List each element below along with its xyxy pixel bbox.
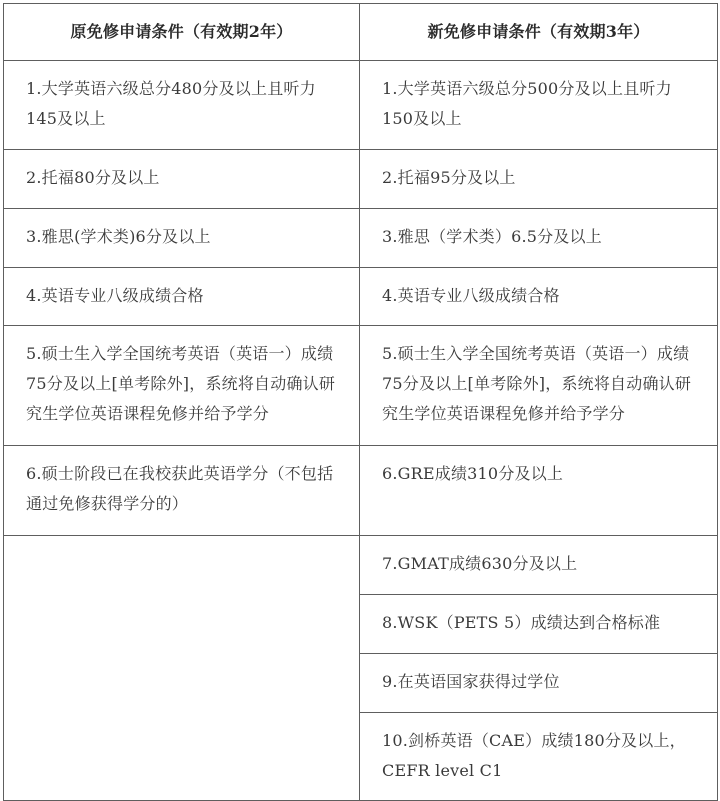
new-conditions-header: 新免修申请条件（有效期3年） xyxy=(360,4,718,61)
new-condition-10: 10.剑桥英语（CAE）成绩180分及以上，CEFR level C1 xyxy=(382,731,686,780)
new-condition-cell xyxy=(360,446,718,536)
new-condition-3: 3.雅思（学术类）6.5分及以上 xyxy=(382,227,602,246)
new-condition-2: 2.托福95分及以上 xyxy=(382,168,516,187)
old-condition-cell xyxy=(4,446,360,536)
old-condition-cell xyxy=(4,61,360,150)
old-condition-6: 6.硕士阶段已在我校获此英语学分（不包括通过免修获得学分的） xyxy=(26,464,334,513)
new-condition-cell xyxy=(360,209,718,268)
new-condition-cell xyxy=(360,61,718,150)
new-condition-1: 1.大学英语六级总分500分及以上且听力150及以上 xyxy=(382,79,672,128)
table-row xyxy=(4,536,718,595)
table-row xyxy=(4,150,718,209)
header-row xyxy=(4,4,718,61)
table-row xyxy=(4,61,718,150)
old-condition-cell xyxy=(4,326,360,446)
old-condition-cell xyxy=(4,209,360,268)
new-condition-7: 7.GMAT成绩630分及以上 xyxy=(382,554,578,573)
table-row xyxy=(4,268,718,326)
new-condition-cell xyxy=(360,268,718,326)
new-condition-6: 6.GRE成绩310分及以上 xyxy=(382,464,564,483)
table-row xyxy=(4,446,718,536)
new-condition-8: 8.WSK（PETS 5）成绩达到合格标准 xyxy=(382,613,661,632)
new-condition-cell xyxy=(360,654,718,713)
old-condition-5: 5.硕士生入学全国统考英语（英语一）成绩75分及以上[单考除外]，系统将自动确认研究生学位英语课程免修并给予学分 xyxy=(26,344,336,423)
new-condition-5: 5.硕士生入学全国统考英语（英语一）成绩75分及以上[单考除外]，系统将自动确认研究生学位英语课程免修并给予学分 xyxy=(382,344,692,423)
exemption-comparison-table xyxy=(3,3,718,801)
old-condition-cell xyxy=(4,150,360,209)
table-row xyxy=(4,209,718,268)
old-condition-2: 2.托福80分及以上 xyxy=(26,168,160,187)
old-conditions-empty-cell xyxy=(4,536,360,801)
new-condition-cell xyxy=(360,536,718,595)
old-condition-cell xyxy=(4,268,360,326)
old-condition-3: 3.雅思(学术类)6分及以上 xyxy=(26,227,211,246)
new-condition-cell xyxy=(360,326,718,446)
new-condition-cell xyxy=(360,595,718,654)
old-conditions-header: 原免修申请条件（有效期2年） xyxy=(4,4,360,61)
new-condition-4: 4.英语专业八级成绩合格 xyxy=(382,286,560,305)
old-condition-1: 1.大学英语六级总分480分及以上且听力145及以上 xyxy=(26,79,316,128)
new-condition-cell xyxy=(360,713,718,801)
table-row xyxy=(4,326,718,446)
new-condition-cell xyxy=(360,150,718,209)
new-condition-9: 9.在英语国家获得过学位 xyxy=(382,672,560,691)
old-condition-4: 4.英语专业八级成绩合格 xyxy=(26,286,204,305)
